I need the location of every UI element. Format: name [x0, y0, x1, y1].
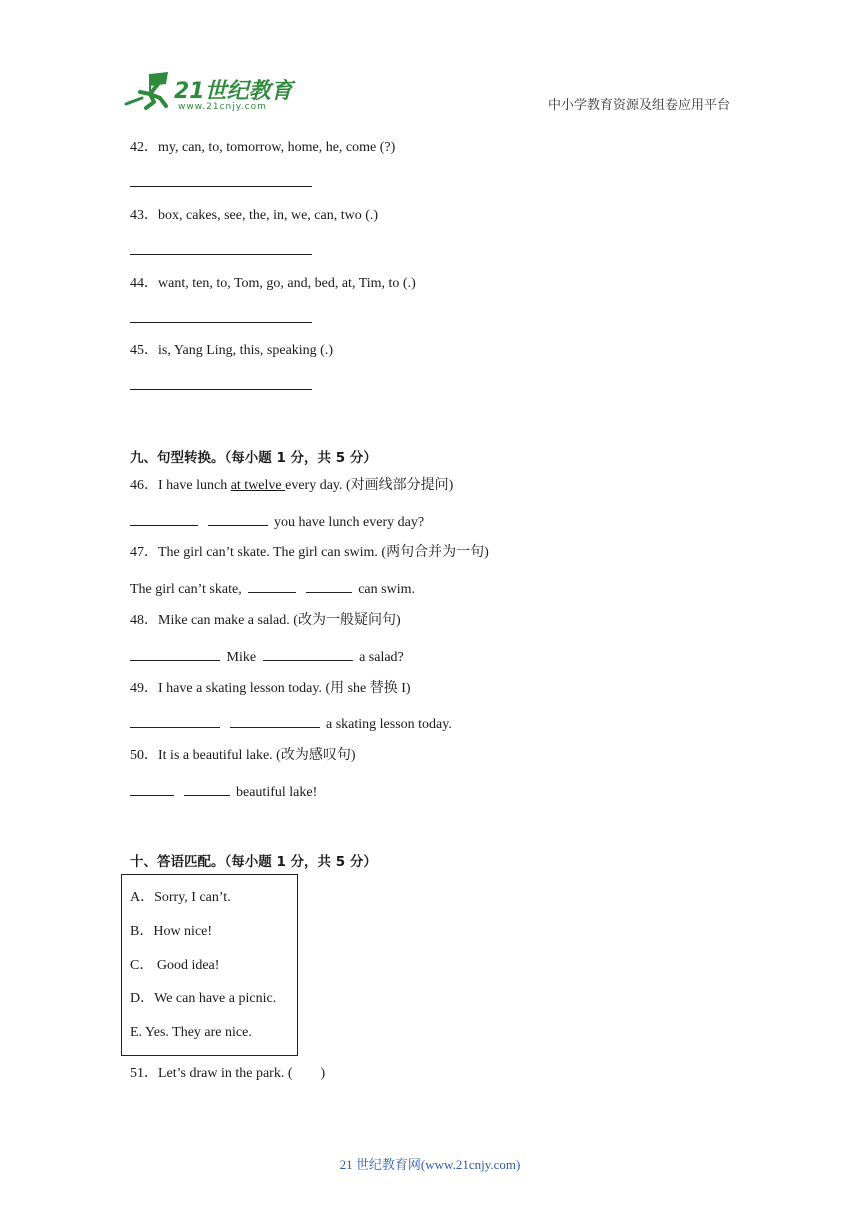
footer-credit: 21 世纪教育网(www.21cnjy.com) [339, 1157, 521, 1172]
option-b: B．How nice! [130, 924, 213, 939]
blank-48b[interactable] [263, 646, 353, 661]
q47-answer-head: The girl can’t skate, [130, 582, 242, 597]
answer-line-43[interactable] [130, 254, 312, 255]
option-a: A．Sorry, I can’t. [130, 890, 231, 905]
blank-50b[interactable] [184, 781, 230, 796]
answer-47 [130, 578, 415, 599]
question-50: 50．It is a beautiful lake. (改为感叹句) [130, 748, 356, 763]
question-48: 48．Mike can make a salad. (改为一般疑问句) [130, 613, 401, 628]
logo-url: www.21cnjy.com [178, 102, 267, 112]
logo [120, 68, 293, 116]
question-46 [130, 477, 453, 495]
answer-50 [130, 781, 317, 802]
option-e: E. Yes. They are nice. [130, 1025, 252, 1040]
question-51: 51．Let’s draw in the park. ( ) [130, 1066, 326, 1081]
q46-underlined: at twelve [230, 478, 286, 493]
platform-name: 中小学教育资源及组卷应用平台 [548, 97, 731, 112]
section-10-title: 十、答语匹配。（每小题 1 分，共 5 分） [130, 854, 377, 870]
question-43: 43．box, cakes, see, the, in, we, can, two (.) [130, 208, 379, 223]
blank-47b[interactable] [306, 578, 352, 593]
answer-line-44[interactable] [130, 322, 312, 323]
q46-answer-tail: you have lunch every day? [274, 515, 425, 530]
blank-49b[interactable] [230, 713, 320, 728]
section-9-title: 九、句型转换。（每小题 1 分，共 5 分） [130, 450, 377, 466]
blank-49a[interactable] [130, 713, 220, 728]
question-47: 47．The girl can’t skate. The girl can swim. (两句合并为一句) [130, 545, 489, 560]
answer-48 [130, 646, 404, 667]
answer-49 [130, 713, 452, 734]
option-c: C． Good idea! [130, 958, 220, 973]
q46-post: every day. (对画线部分提问) [285, 478, 454, 493]
question-44: 44．want, ten, to, Tom, go, and, bed, at, Tim, to (.) [130, 276, 416, 291]
answer-line-45[interactable] [130, 389, 312, 390]
question-42: 42．my, can, to, tomorrow, home, he, come (?) [130, 140, 396, 155]
q48-answer-mid: Mike [226, 650, 257, 665]
blank-48a[interactable] [130, 646, 220, 661]
option-d: D．We can have a picnic. [130, 991, 277, 1006]
blank-46a[interactable] [130, 511, 198, 526]
q48-answer-tail: a salad? [359, 650, 404, 665]
q47-answer-tail: can swim. [358, 582, 415, 597]
question-49: 49．I have a skating lesson today. (用 she 替换 I) [130, 681, 411, 696]
q46-pre: 46．I have lunch [130, 478, 231, 493]
question-45: 45．is, Yang Ling, this, speaking (.) [130, 343, 333, 358]
blank-47a[interactable] [248, 578, 296, 593]
blank-50a[interactable] [130, 781, 174, 796]
answer-line-42[interactable] [130, 186, 312, 187]
q49-answer-tail: a skating lesson today. [326, 717, 452, 732]
answer-46 [130, 511, 424, 532]
q50-answer-tail: beautiful lake! [236, 785, 318, 800]
logo-text: 21世纪教育 [174, 79, 293, 104]
blank-46b[interactable] [208, 511, 268, 526]
